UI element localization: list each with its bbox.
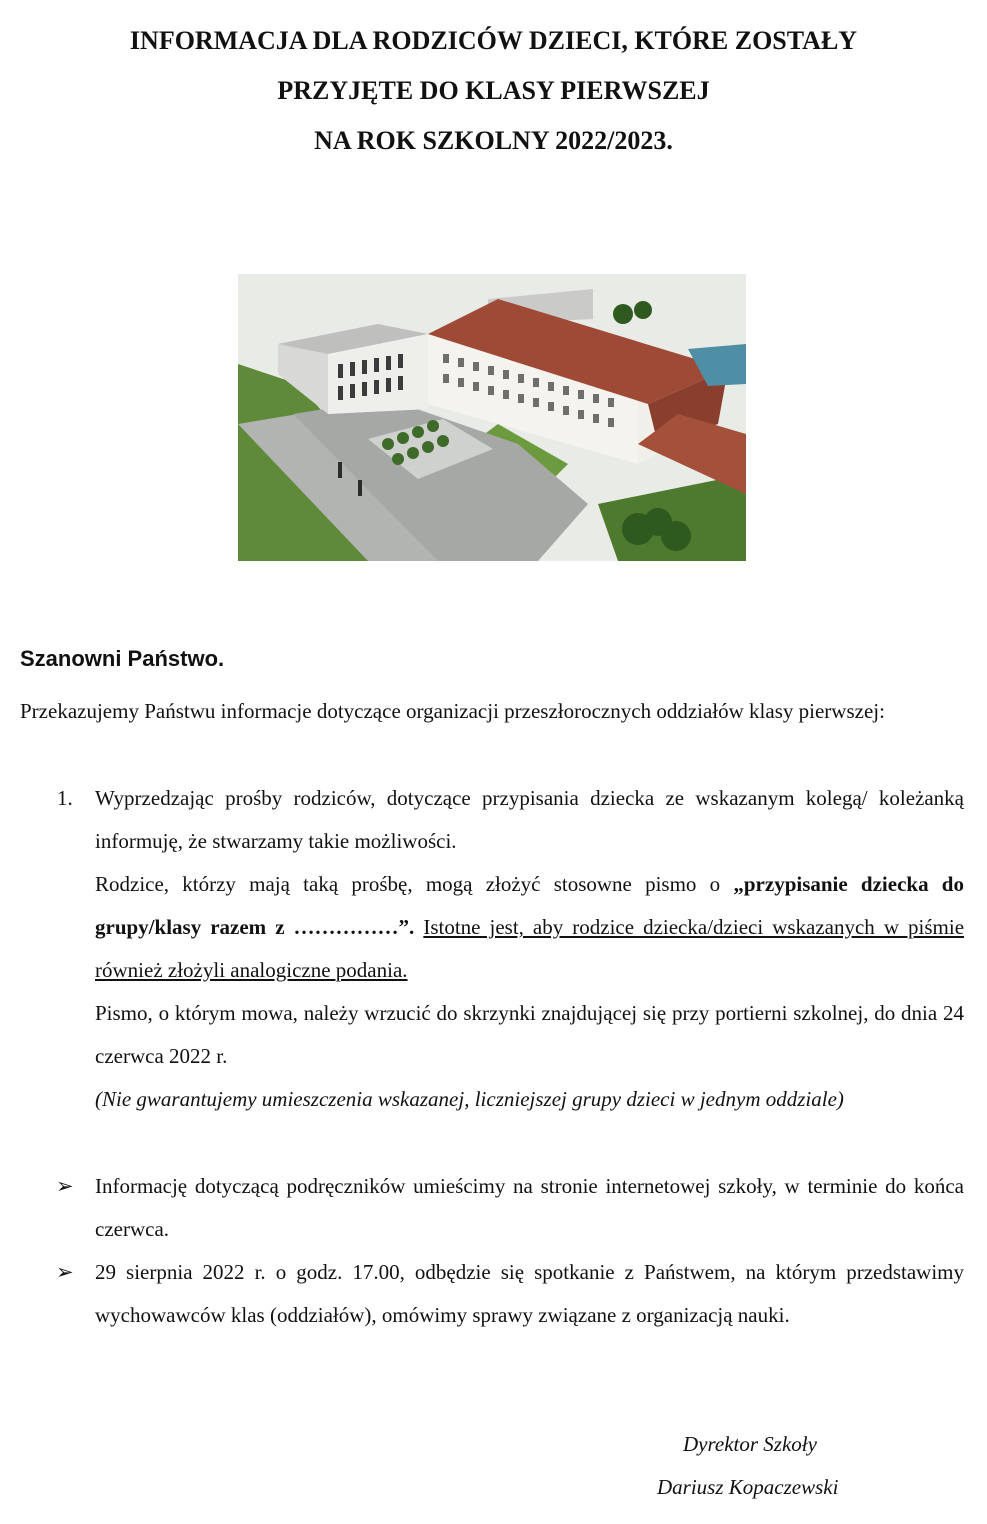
arrow-bullet-icon: ➢ bbox=[56, 1174, 74, 1198]
bullet-textbooks: Informację dotyczącą podręczników umieścimy na stronie internetowej szkoły, w terminie do końca czerwca. bbox=[95, 1174, 964, 1241]
document-title bbox=[0, 16, 987, 166]
item1-request-text: Rodzice, którzy mają taką prośbę, mogą złożyć stosowne pismo o bbox=[95, 872, 734, 896]
title-line-3: NA ROK SZKOLNY 2022/2023. bbox=[314, 126, 673, 155]
item1-paragraph-2 bbox=[95, 863, 964, 992]
greeting: Szanowni Państwo. bbox=[20, 646, 225, 671]
list-number-1: 1. bbox=[57, 786, 73, 810]
arrow-bullet-icon: ➢ bbox=[56, 1260, 74, 1284]
item1-paragraph-1: Wyprzedzając prośby rodziców, dotyczące przypisania dziecka ze wskazanym kolegą/ koleżanką informuję, że stwarzamy takie możliwości. bbox=[95, 786, 964, 853]
item1-important-note: Istotne jest, aby rodzice dziecka/dzieci wskazanych w piśmie również złożyli analogiczne podania. bbox=[95, 915, 965, 982]
signature-role: Dyrektor Szkoły bbox=[683, 1432, 817, 1456]
bullet-meeting: 29 sierpnia 2022 r. o godz. 17.00, odbędzie się spotkanie z Państwem, na którym przedstawimy wychowawców klas (oddziałów), omówimy sprawy związane z organizacją nauki. bbox=[95, 1260, 964, 1327]
intro-paragraph: Przekazujemy Państwu informacje dotyczące organizacji przeszłorocznych oddziałów klasy pierwszej: bbox=[20, 699, 885, 723]
signature-name: Dariusz Kopaczewski bbox=[657, 1475, 839, 1499]
item1-disclaimer: (Nie gwarantujemy umieszczenia wskazanej, liczniejszej grupy dzieci w jednym oddziale) bbox=[95, 1087, 844, 1111]
item1-request-bold: „przypisanie dziecka do grupy/klasy razem z ……………”. bbox=[95, 872, 964, 939]
school-building-rendering bbox=[238, 274, 746, 561]
title-line-2: PRZYJĘTE DO KLASY PIERWSZEJ bbox=[277, 76, 710, 105]
title-line-1: INFORMACJA DLA RODZICÓW DZIECI, KTÓRE ZOSTAŁY bbox=[129, 26, 858, 55]
item1-paragraph-3: Pismo, o którym mowa, należy wrzucić do skrzynki znajdującej się przy portierni szkolnej, do dnia 24 czerwca 2022 r. bbox=[95, 1001, 964, 1068]
